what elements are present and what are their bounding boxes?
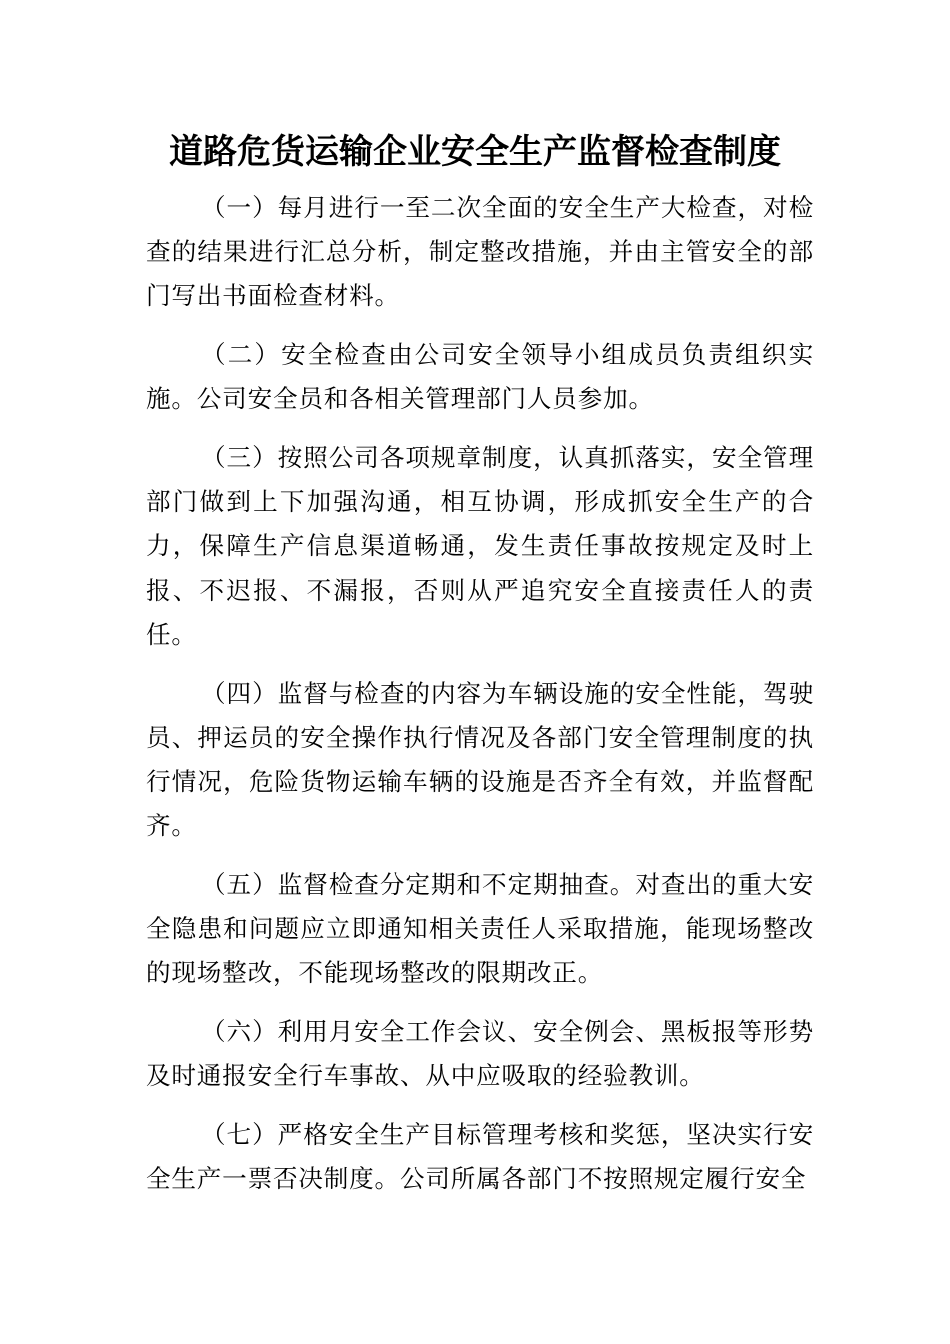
document-body	[146, 186, 814, 1216]
document-title: 道路危货运输企业安全生产监督检查制度	[169, 132, 781, 172]
paragraph-1: （一）每月进行一至二次全面的安全生产大检查，对检查的结果进行汇总分析，制定整改措施，并由主管安全的部门写出书面检查材料。	[146, 193, 814, 311]
paragraph-6: （六）利用月安全工作会议、安全例会、黑板报等形势及时通报安全行车事故、从中应吸取的经验教训。	[146, 1016, 814, 1091]
paragraph-2: （二）安全检查由公司安全领导小组成员负责组织实施。公司安全员和各相关管理部门人员参加。	[146, 340, 814, 414]
paragraph-7: （七）严格安全生产目标管理考核和奖惩，坚决实行安全生产一票否决制度。公司所属各部门不按照规定履行安全	[146, 1119, 814, 1194]
paragraph-4: （四）监督与检查的内容为车辆设施的安全性能，驾驶员、押运员的安全操作执行情况及各部门安全管理制度的执行情况，危险货物运输车辆的设施是否齐全有效，并监督配齐。	[146, 678, 814, 841]
paragraph-3: （三）按照公司各项规章制度，认真抓落实，安全管理部门做到上下加强沟通，相互协调，形成抓安全生产的合力，保障生产信息渠道畅通，发生责任事故按规定及时上报、不迟报、不漏报，否则从严追究安全直接责任人的责任。	[146, 443, 814, 649]
paragraph-5: （五）监督检查分定期和不定期抽查。对查出的重大安全隐患和问题应立即通知相关责任人采取措施，能现场整改的现场整改，不能现场整改的限期改正。	[146, 869, 814, 988]
